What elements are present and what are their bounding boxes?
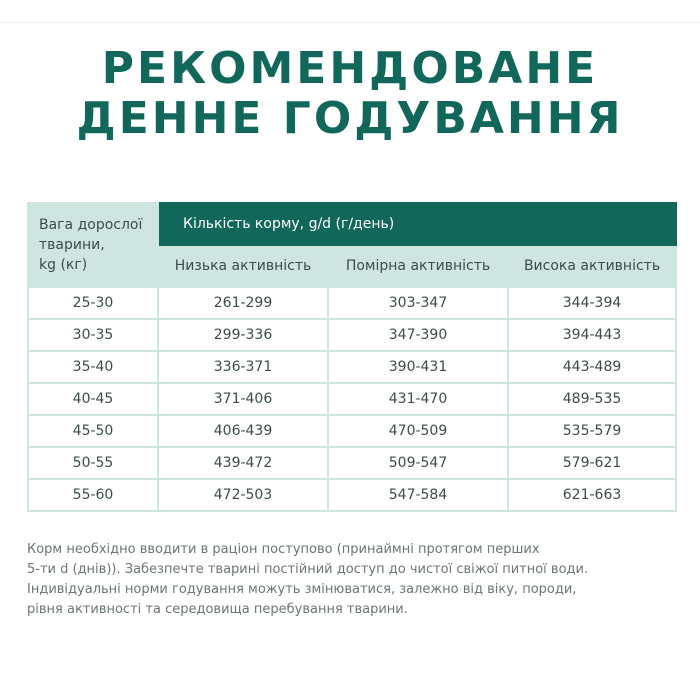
low-activity-header: Низька активність [158, 245, 328, 287]
weight-cell: 40-45 [28, 383, 158, 415]
weight-header-line-2: тварини, [39, 237, 105, 253]
footnote-line-1: Корм необхідно вводити в раціон поступово (принаймні протягом перших [27, 542, 540, 557]
quantity-header: Кількість корму, g/d (г/день) [158, 203, 676, 245]
high-activity-header: Висока активність [508, 245, 676, 287]
page-title [0, 44, 700, 144]
table-row [28, 351, 676, 383]
moderate-activity-cell: 547-584 [328, 479, 508, 511]
high-activity-cell: 489-535 [508, 383, 676, 415]
high-activity-cell: 621-663 [508, 479, 676, 511]
low-activity-cell: 406-439 [158, 415, 328, 447]
weight-cell: 35-40 [28, 351, 158, 383]
feeding-table [27, 202, 677, 512]
footnote-line-3: Індивідуальні норми годування можуть змінюватися, залежно від віку, породи, [27, 582, 577, 597]
weight-header-line-1: Вага дорослої [39, 217, 143, 233]
low-activity-cell: 439-472 [158, 447, 328, 479]
high-activity-cell: 443-489 [508, 351, 676, 383]
weight-column-header [28, 203, 158, 287]
low-activity-cell: 261-299 [158, 287, 328, 319]
high-activity-cell: 579-621 [508, 447, 676, 479]
page-title-line-2: ДЕННЕ ГОДУВАННЯ [76, 93, 624, 144]
moderate-activity-cell: 303-347 [328, 287, 508, 319]
moderate-activity-cell: 347-390 [328, 319, 508, 351]
moderate-activity-cell: 470-509 [328, 415, 508, 447]
table-row [28, 287, 676, 319]
footnote-line-4: рівня активності та середовища перебування тварини. [27, 602, 408, 617]
weight-header-line-3: kg (кг) [39, 257, 88, 273]
moderate-activity-cell: 509-547 [328, 447, 508, 479]
weight-cell: 45-50 [28, 415, 158, 447]
table-row [28, 319, 676, 351]
high-activity-cell: 535-579 [508, 415, 676, 447]
weight-cell: 55-60 [28, 479, 158, 511]
footnote-line-2: 5-ти d (днів)). Забезпечте тварині постійний доступ до чистої свіжої питної води. [27, 562, 589, 577]
table-row [28, 479, 676, 511]
top-divider [0, 22, 700, 23]
moderate-activity-cell: 390-431 [328, 351, 508, 383]
low-activity-cell: 299-336 [158, 319, 328, 351]
weight-cell: 50-55 [28, 447, 158, 479]
weight-cell: 30-35 [28, 319, 158, 351]
table-header-row [28, 203, 676, 245]
high-activity-cell: 394-443 [508, 319, 676, 351]
low-activity-cell: 472-503 [158, 479, 328, 511]
table-row [28, 447, 676, 479]
page-title-line-1: РЕКОМЕНДОВАНЕ [101, 43, 599, 94]
feeding-footnote [27, 540, 677, 620]
weight-cell: 25-30 [28, 287, 158, 319]
moderate-activity-header: Помірна активність [328, 245, 508, 287]
table-row [28, 415, 676, 447]
table-row [28, 383, 676, 415]
high-activity-cell: 344-394 [508, 287, 676, 319]
moderate-activity-cell: 431-470 [328, 383, 508, 415]
low-activity-cell: 336-371 [158, 351, 328, 383]
low-activity-cell: 371-406 [158, 383, 328, 415]
